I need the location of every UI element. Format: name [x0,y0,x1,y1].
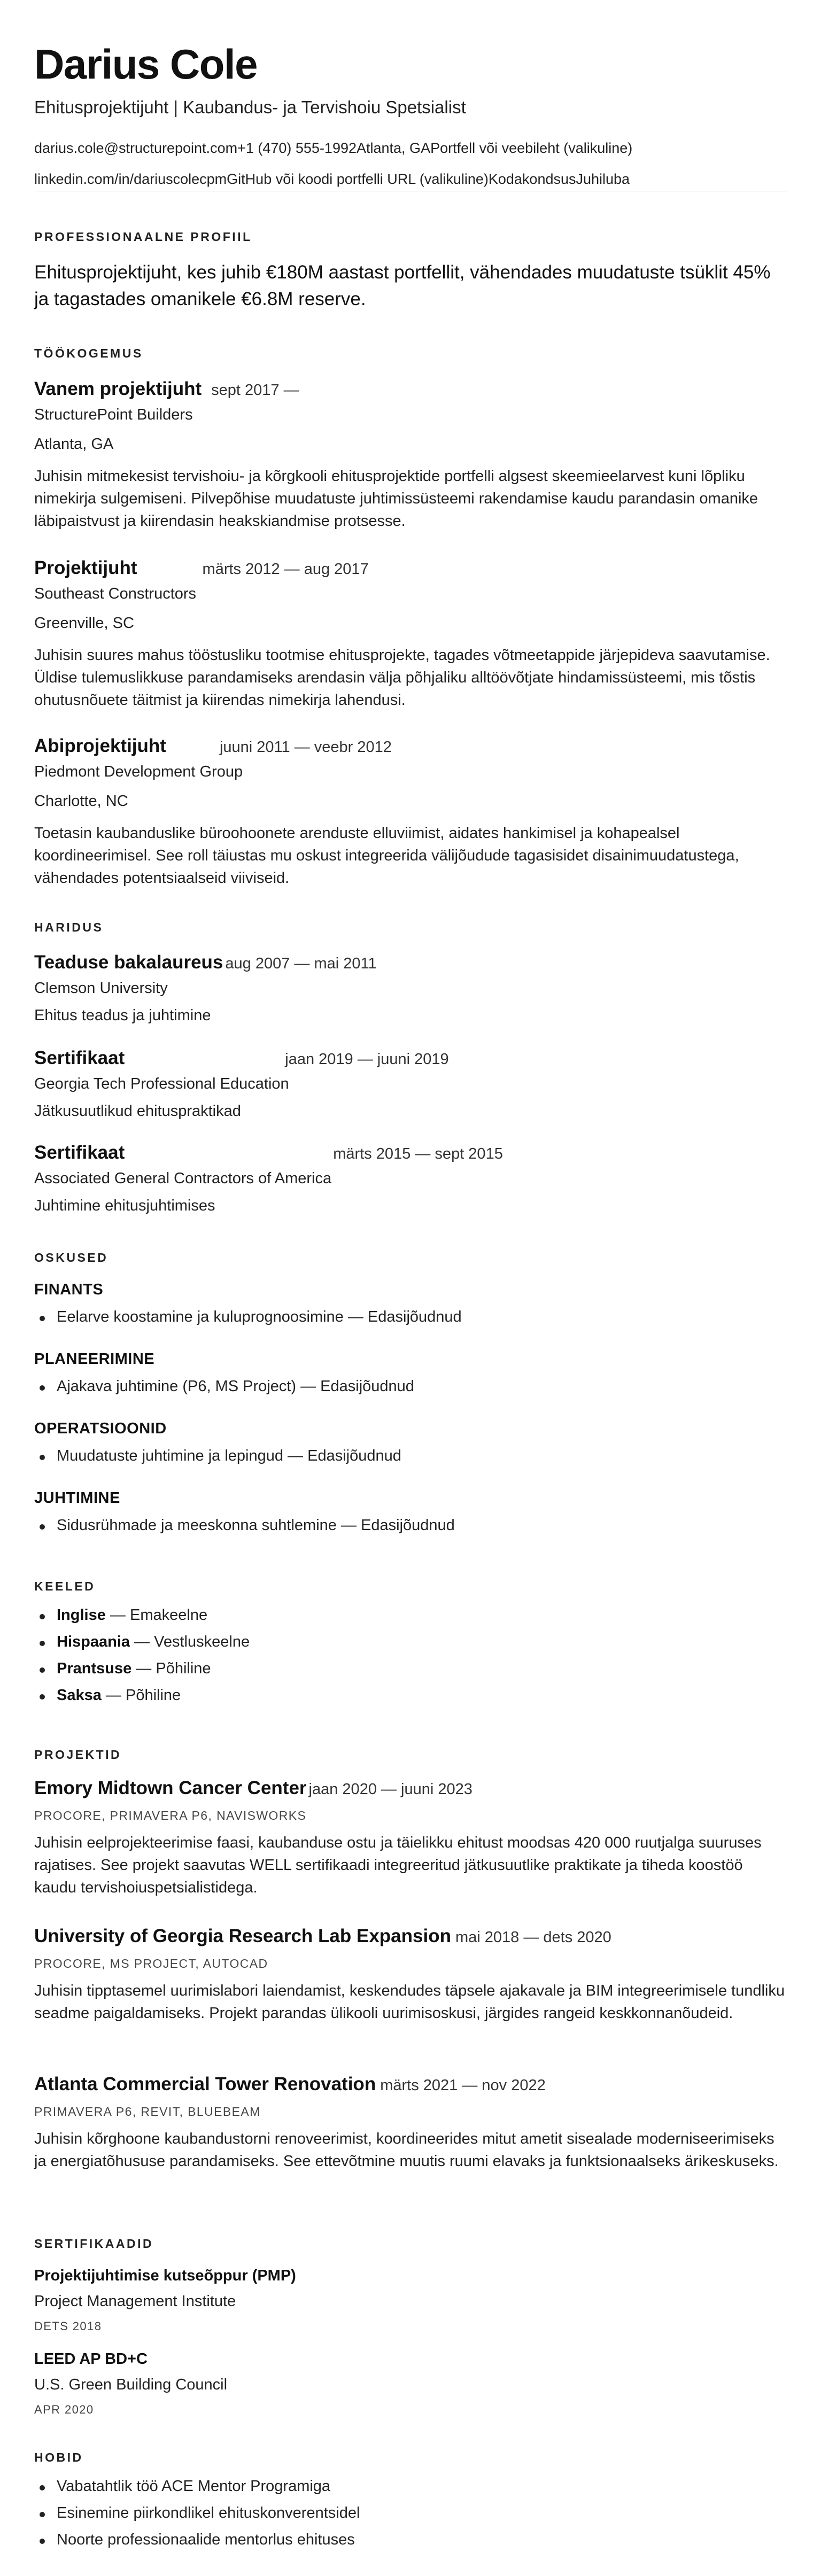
experience-entry [34,735,787,889]
project-dates: märts 2021 — nov 2022 [380,2077,546,2094]
languages-section [34,1579,787,1594]
certification-issuer: Project Management Institute [34,2293,236,2310]
contact-citizenship: Kodakondsus [488,171,576,187]
project-dates: mai 2018 — dets 2020 [455,1929,611,1946]
skill-category-planning: PLANEERIMINE [34,1351,155,1368]
experience-role: Abiprojektijuht [34,735,166,756]
experience-entry [34,557,787,711]
profile-summary: Ehitusprojektijuht, kes juhib €180M aastast portfellit, vähendades muudatuste tsüklit 45% ja tagastades omanikele €6.8M reserve. [34,262,771,309]
experience-location: Greenville, SC [34,615,134,632]
education-entry [34,1142,787,1215]
education-dates: aug 2007 — mai 2011 [225,955,377,972]
contact-line-2 [34,171,630,188]
experience-section-title: TÖÖKOGEMUS [34,346,143,360]
education-entry [34,1048,787,1120]
language-name: Hispaania [57,1633,130,1650]
project-dates: jaan 2020 — juuni 2023 [308,1781,473,1798]
project-description: Juhisin kõrghoone kaubandustorni renoveerimist, koordineerides mitut ametit sisealade moderniseerimiseks ja energiatõhususe parandamiseks. See ettevõtmine muutis ruumi elavaks ja funktsionaalseks ärikeskuseks. [34,2130,779,2170]
hobby-item: Esinemine piirkondlikel ehituskonverentsidel [34,2504,360,2522]
language-name: Inglise [57,1607,106,1624]
certification-name: Projektijuhtimise kutseõppur (PMP) [34,2267,296,2284]
contact-line-1 [34,140,632,157]
project-entry [34,1778,787,1899]
language-item: Hispaania — Vestluskeelne [34,1633,250,1651]
project-name: University of Georgia Research Lab Expansion [34,1926,451,1946]
education-dates: jaan 2019 — juuni 2019 [285,1051,449,1068]
certification-issuer: U.S. Green Building Council [34,2376,228,2393]
education-degree: Teaduse bakalaureus [34,952,223,973]
language-item: Prantsuse — Põhiline [34,1660,211,1678]
hobbies-section [34,2450,787,2465]
experience-role: Vanem projektijuht [34,378,202,399]
certification-name: LEED AP BD+C [34,2350,148,2368]
education-field: Ehitus teadus ja juhtimine [34,1007,211,1024]
projects-section-title: PROJEKTID [34,1748,122,1762]
contact-location: Atlanta, GA [357,140,431,156]
contact-portfolio[interactable]: Portfell või veebileht (valikuline) [430,140,633,156]
experience-company: Piedmont Development Group [34,763,243,780]
project-description: Juhisin tipptasemel uurimislabori laiendamist, keskendudes täpsele ajakavale ja BIM integreerimisele tundliku seadme paigaldamiseks. Projekt parandas ülikooli uurimisoskusi, järgides rangeid keskkonnanõudeid. [34,1982,785,2022]
language-level: Vestluskeelne [154,1633,250,1650]
profile-section [34,230,787,313]
project-entry [34,1926,787,2024]
skills-section-title: OSKUSED [34,1251,109,1264]
skill-item: Ajakava juhtimine (P6, MS Project) — Edasijõudnud [34,1378,414,1395]
skill-category-operations: OPERATSIOONID [34,1420,167,1437]
certification-date: DETS 2018 [34,2319,102,2333]
candidate-name: Darius Cole [34,41,257,88]
experience-description: Juhisin suures mahus tööstusliku tootmise ehitusprojekte, tagades võtmeetappide järjepideva saavutamise. Üldise tulemuslikkuse parandamiseks arendasin välja põhjaliku alltöövõtjate hindamissüsteemi, mis tõstis ohutusnõuete täitmist ja kiirendas nimekirja lahendusi. [34,647,770,709]
profile-section-title: PROFESSIONAALNE PROFIIL [34,230,252,244]
education-field: Jätkusuutlikud ehituspraktikad [34,1103,241,1120]
experience-location: Charlotte, NC [34,793,128,810]
language-item: Saksa — Põhiline [34,1687,181,1704]
education-section-title: HARIDUS [34,920,104,934]
education-school: Georgia Tech Professional Education [34,1075,289,1092]
experience-role: Projektijuht [34,557,137,578]
skill-item: Eelarve koostamine ja kuluprognoosimine — Edasijõudnud [34,1308,462,1326]
candidate-headline: Ehitusprojektijuht | Kaubandus- ja Tervishoiu Spetsialist [34,97,466,117]
education-section [34,920,787,935]
contact-linkedin[interactable]: linkedin.com/in/dariuscolecpm [34,171,227,187]
skill-category-leadership: JUHTIMINE [34,1489,120,1507]
hobby-item: Noorte professionaalide mentorlus ehituses [34,2531,355,2549]
hobbies-section-title: HOBID [34,2450,83,2464]
experience-dates: märts 2012 — aug 2017 [202,561,369,578]
experience-description: Toetasin kaubanduslike büroohoonete arenduste elluviimist, aidates hankimisel ja kohapealsel koordineerimisel. See roll täiustas mu oskust integreerida välijõudude tagasisidet disainimuudatustega, vähendades potentsiaalseid viiviseid. [34,825,739,887]
language-item: Inglise — Emakeelne [34,1607,207,1624]
education-school: Clemson University [34,980,168,997]
education-field: Juhtimine ehitusjuhtimises [34,1197,215,1214]
contact-email[interactable]: darius.cole@structurepoint.com [34,140,238,156]
education-degree: Sertifikaat [34,1142,125,1163]
certifications-section [34,2237,787,2251]
project-tools: PROCORE, MS PROJECT, AUTOCAD [34,1957,268,1970]
language-name: Prantsuse [57,1660,132,1677]
experience-dates: juuni 2011 — veebr 2012 [219,739,392,756]
experience-dates: sept 2017 — [211,382,299,399]
certification-date: APR 2020 [34,2403,94,2416]
contact-phone[interactable]: +1 (470) 555-1992 [237,140,357,156]
certifications-section-title: SERTIFIKAADID [34,2237,154,2251]
experience-section [34,346,787,361]
project-entry [34,2074,787,2172]
experience-entry [34,378,787,532]
contact-github[interactable]: GitHub või koodi portfelli URL (valikuline) [227,171,489,187]
skill-item: Sidusrühmade ja meeskonna suhtlemine — Edasijõudnud [34,1517,455,1534]
languages-section-title: KEELED [34,1579,96,1593]
education-school: Associated General Contractors of America [34,1170,332,1187]
experience-location: Atlanta, GA [34,436,114,453]
skill-category-finance: FINANTS [34,1281,104,1298]
language-name: Saksa [57,1687,102,1704]
project-name: Emory Midtown Cancer Center [34,1778,307,1798]
education-entry [34,952,787,1025]
experience-description: Juhisin mitmekesist tervishoiu- ja kõrgkooli ehitusprojektide portfelli algsest skeemieelarvest kuni lõpliku nimekirja sulgemiseni. Pilvepõhise muudatuste juhtimissüsteemi rakendamise kaudu parandasin omanike läbipaistvust ja kiirendasin heakskiandmise protsesse. [34,468,758,530]
hobby-item: Vabatahtlik töö ACE Mentor Programiga [34,2478,330,2495]
project-description: Juhisin eelprojekteerimise faasi, kaubanduse ostu ja täielikku ehitust moodsas 420 000 ruutjalga suuruses rajatises. See projekt saavutas WELL sertifikaadi integreeritud jätkusuutlike praktikate ja tiheda koostöö kaudu tervishoiuspetsialistidega. [34,1834,762,1896]
experience-company: Southeast Constructors [34,585,197,602]
project-name: Atlanta Commercial Tower Renovation [34,2074,376,2094]
language-level: Emakeelne [129,1607,208,1624]
skill-item: Muudatuste juhtimine ja lepingud — Edasijõudnud [34,1447,401,1465]
language-level: Põhiline [125,1687,181,1704]
contact-license: Juhiluba [576,171,630,187]
project-tools: PROCORE, PRIMAVERA P6, NAVISWORKS [34,1809,307,1822]
project-tools: PRIMAVERA P6, REVIT, BLUEBEAM [34,2105,261,2119]
experience-company: StructurePoint Builders [34,406,193,423]
education-dates: märts 2015 — sept 2015 [333,1145,503,1162]
language-level: Põhiline [156,1660,211,1677]
education-degree: Sertifikaat [34,1048,125,1068]
projects-section [34,1748,787,1762]
skills-section [34,1251,787,1265]
